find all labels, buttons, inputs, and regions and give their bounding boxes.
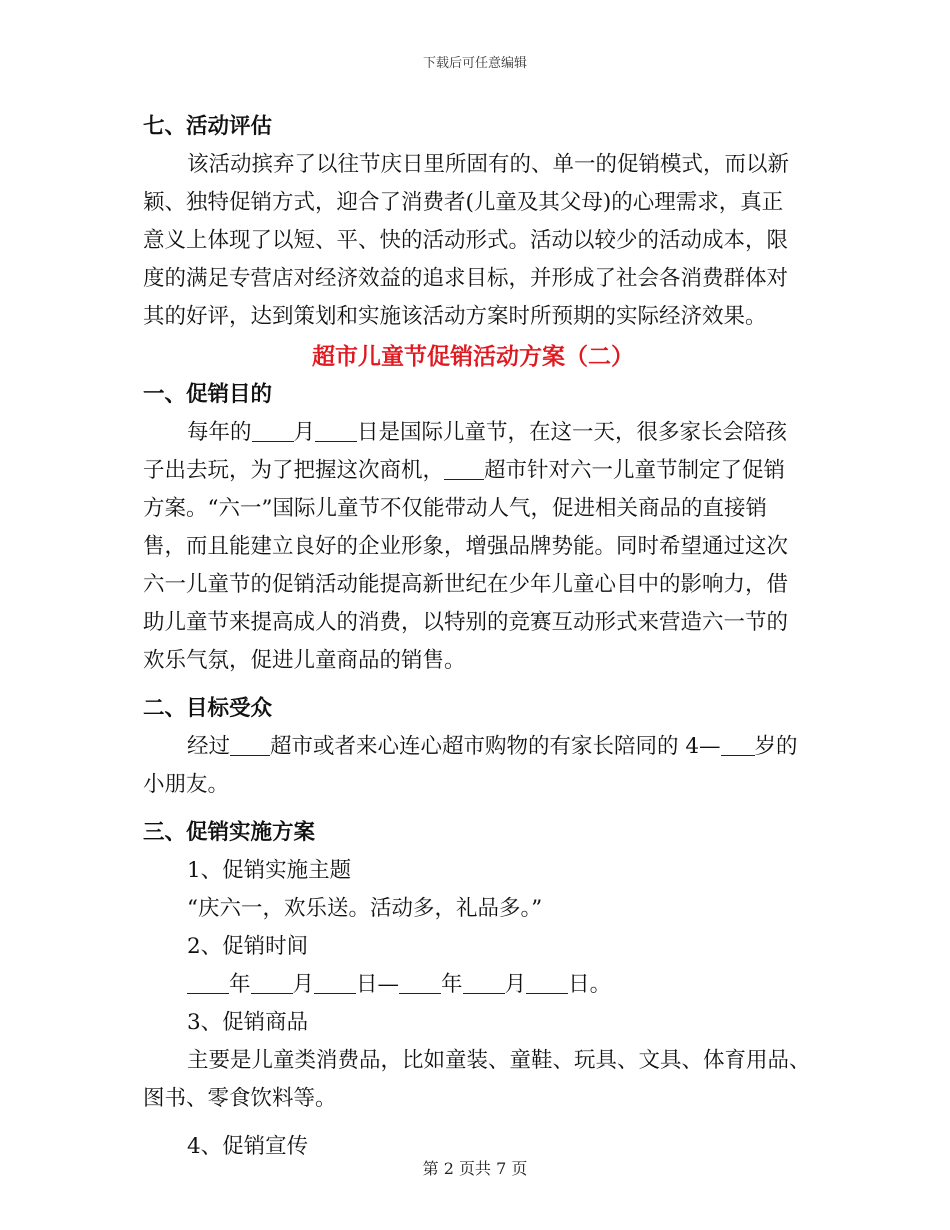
text-segment: 子出去玩，为了把握这次商机， xyxy=(143,458,445,483)
text-segment: 日是国际儿童节，在这一天，很多家长会陪孩 xyxy=(357,420,788,445)
text-segment: 月 xyxy=(504,972,527,997)
document-title: 超市儿童节促销活动方案（二） xyxy=(312,343,634,370)
section-heading-audience: 二、目标受众 xyxy=(143,696,273,721)
section-heading-plan: 三、促销实施方案 xyxy=(143,820,316,845)
text-segment: 超市或者来心连心超市购物的有家长陪同的 4— xyxy=(270,734,721,759)
paragraph-line: 该活动摈弃了以往节庆日里所固有的、单一的促销模式，而以新 xyxy=(187,152,790,177)
text-segment: 日— xyxy=(356,972,400,997)
text-segment: 每年的 xyxy=(187,420,252,445)
subheading-publicity: 4、促销宣传 xyxy=(187,1134,309,1159)
text-segment: 月 xyxy=(292,972,315,997)
paragraph-line: 方案。“六一”国际儿童节不仅能带动人气，促进相关商品的直接销 xyxy=(143,496,767,521)
paragraph-line: 度的满足专营店对经济效益的追求目标，并形成了社会各消费群体对 xyxy=(143,266,789,291)
fill-blank xyxy=(251,969,293,994)
paragraph-line: 图书、零食饮料等。 xyxy=(143,1086,337,1111)
paragraph-line: 颖、独特促销方式，迎合了消费者(儿童及其父母)的心理需求，真正 xyxy=(143,190,784,215)
text-segment: 日。 xyxy=(568,972,612,997)
subheading-goods: 3、促销商品 xyxy=(187,1010,309,1035)
text-segment: 月 xyxy=(293,420,316,445)
text-segment: 年 xyxy=(441,972,463,997)
fill-blank xyxy=(526,969,568,994)
fill-blank xyxy=(314,969,356,994)
theme-text: “庆六一，欢乐送。活动多，礼品多。” xyxy=(187,896,543,921)
page-footer: 第 2 页共 7 页 xyxy=(422,1159,528,1178)
subheading-theme: 1、促销实施主题 xyxy=(187,858,352,883)
fill-blank xyxy=(444,455,484,480)
date-range-line xyxy=(143,966,803,1004)
fill-blank xyxy=(315,417,357,442)
fill-blank xyxy=(399,969,441,994)
paragraph-line: 欢乐气氛，促进儿童商品的销售。 xyxy=(143,648,466,673)
paragraph-line: 售，而且能建立良好的企业形象，增强品牌势能。同时希望通过这次 xyxy=(143,534,789,559)
paragraph-line xyxy=(143,728,803,766)
page-header: 下载后可任意编辑 xyxy=(422,56,527,71)
paragraph-line: 其的好评，达到策划和实施该活动方案时所预期的实际经济效果。 xyxy=(143,304,767,329)
paragraph-line: 小朋友。 xyxy=(143,772,230,797)
text-segment: 年 xyxy=(229,972,251,997)
paragraph-line: 意义上体现了以短、平、快的活动形式。活动以较少的活动成本，限 xyxy=(143,228,789,253)
paragraph-line: 六一儿童节的促销活动能提高新世纪在少年儿童心目中的影响力，借 xyxy=(143,572,789,597)
text-segment: 经过 xyxy=(187,734,231,759)
paragraph-line: 助儿童节来提高成人的消费，以特别的竞赛互动形式来营造六一节的 xyxy=(143,610,789,635)
fill-blank xyxy=(187,969,229,994)
section-heading-purpose: 一、促销目的 xyxy=(143,382,273,407)
document-body xyxy=(143,108,811,1166)
text-segment: 岁的 xyxy=(754,734,798,759)
subheading-time: 2、促销时间 xyxy=(187,934,309,959)
paragraph-line xyxy=(143,452,803,490)
section-heading-evaluation: 七、活动评估 xyxy=(143,114,273,139)
paragraph-line: 主要是儿童类消费品，比如童装、童鞋、玩具、文具、体育用品、 xyxy=(187,1048,811,1073)
fill-blank xyxy=(230,731,270,756)
fill-blank xyxy=(463,969,505,994)
fill-blank xyxy=(252,417,294,442)
text-segment: 超市针对六一儿童节制定了促销 xyxy=(484,458,786,483)
paragraph-line xyxy=(143,414,803,452)
fill-blank xyxy=(721,731,755,756)
